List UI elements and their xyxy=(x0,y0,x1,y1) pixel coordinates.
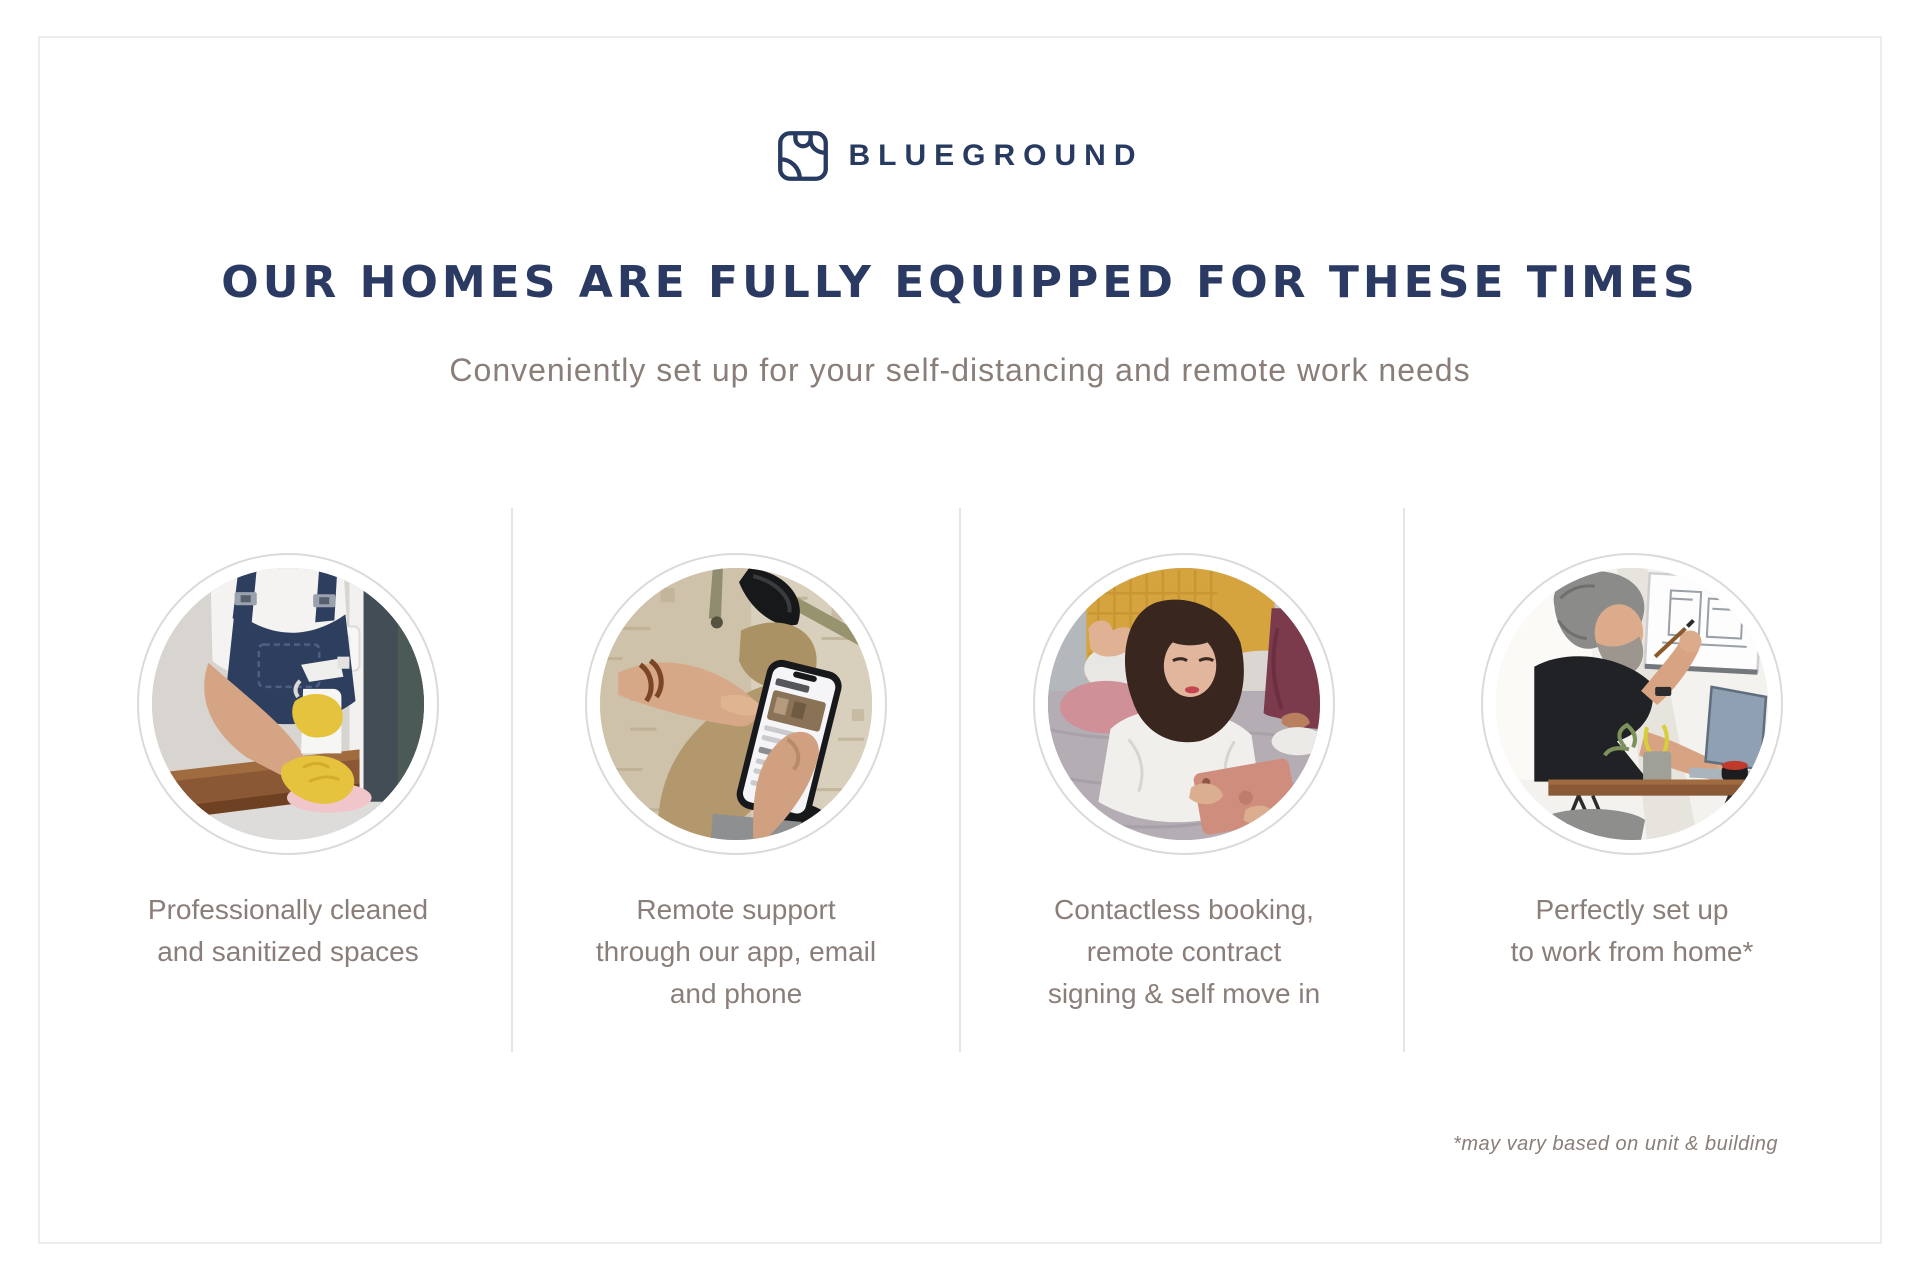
caption-line: Perfectly set up xyxy=(1535,894,1729,925)
caption-line: through our app, email xyxy=(595,936,877,967)
bed-illustration xyxy=(1048,568,1320,840)
feature-circle xyxy=(1033,553,1335,855)
feature-caption xyxy=(1408,889,1856,973)
feature-circle xyxy=(585,553,887,855)
cleaning-illustration xyxy=(152,568,424,840)
feature-caption xyxy=(64,889,512,973)
caption-line: Contactless booking, xyxy=(1054,894,1314,925)
caption-line: signing & self move in xyxy=(1047,978,1321,1009)
feature-columns xyxy=(64,553,1856,1015)
page-title: OUR HOMES ARE FULLY EQUIPPED FOR THESE TIMES xyxy=(221,257,1699,308)
feature-circle xyxy=(1481,553,1783,855)
phone-illustration xyxy=(600,568,872,840)
caption-line: to work from home* xyxy=(1510,936,1754,967)
photo-man-at-desk xyxy=(1496,568,1768,840)
blueground-wordmark: BLUEGROUND xyxy=(848,139,1144,172)
feature-cleaning xyxy=(64,553,512,1015)
blueground-logo xyxy=(0,130,1920,182)
feature-caption xyxy=(960,889,1408,1015)
photo-hands-with-phone xyxy=(600,568,872,840)
photo-housekeeper-cleaning xyxy=(152,568,424,840)
photo-woman-on-bed xyxy=(1048,568,1320,840)
page-subtitle: Conveniently set up for your self-distancing and remote work needs xyxy=(449,352,1471,388)
feature-remote-support xyxy=(512,553,960,1015)
caption-line: Professionally cleaned xyxy=(147,894,429,925)
feature-circle xyxy=(137,553,439,855)
caption-line: and phone xyxy=(669,978,803,1009)
caption-line: remote contract xyxy=(1086,936,1282,967)
feature-caption xyxy=(512,889,960,1015)
caption-line: Remote support xyxy=(636,894,836,925)
caption-line: and sanitized spaces xyxy=(157,936,419,967)
blueground-logo-icon xyxy=(777,130,829,182)
feature-contactless-booking xyxy=(960,553,1408,1015)
desk-illustration xyxy=(1496,568,1768,840)
footnote: *may vary based on unit & building xyxy=(1453,1133,1778,1155)
feature-work-from-home xyxy=(1408,553,1856,1015)
